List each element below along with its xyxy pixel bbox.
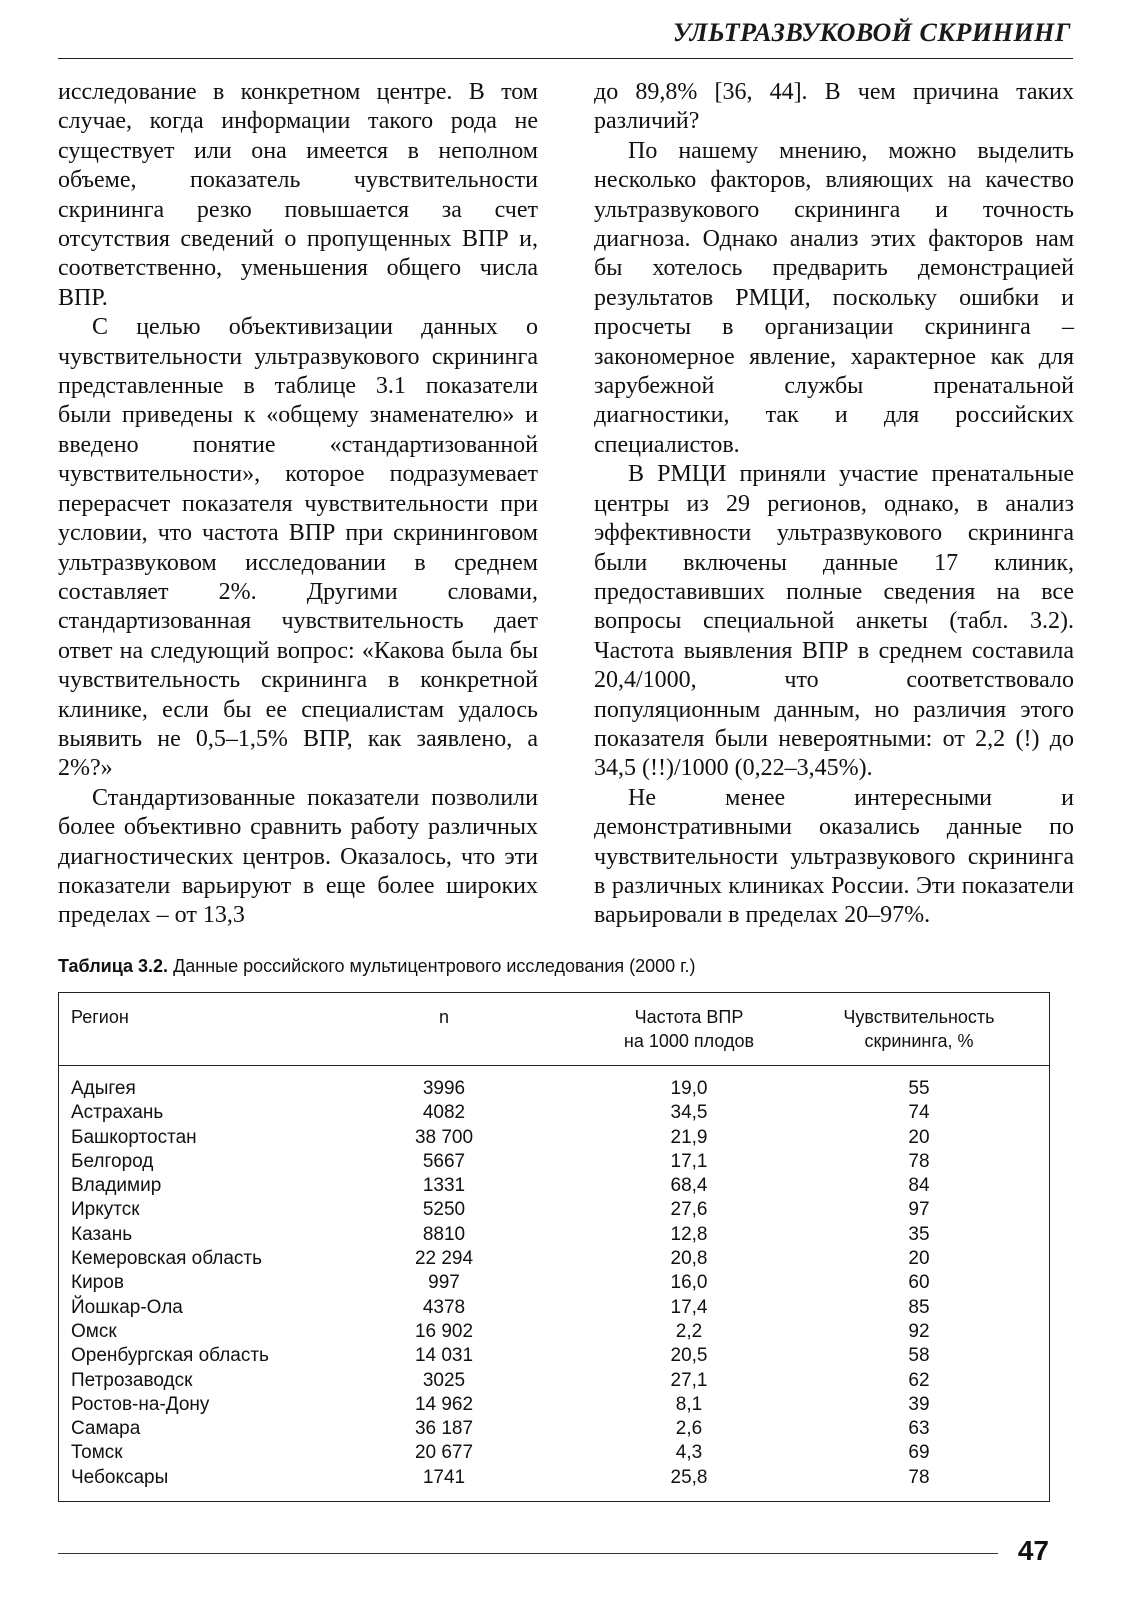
- table-row: [59, 1247, 1049, 1271]
- table-row: [59, 1441, 1049, 1465]
- table-row: [59, 1174, 1049, 1198]
- paragraph: С целью объективизации данных о чувствительности ультразвукового скрининга представленные в таблице 3.1 показатели были приведены к «общему знаменателю» и введено понятие «стандартизованной чувствительности», которое подразумевает перерасчет показателя чувствительности при условии, что частота ВПР при скрининговом ультразвуковом исследовании в среднем составляет 2%. Другими словами, стандартизованная чувствительность дает ответ на следующий вопрос: «Какова была бы чувствительность скрининга в конкретной клинике, если бы ее специалистам удалось выявить не 0,5–1,5% ВПР, как заявлено, а 2%?»: [58, 314, 538, 782]
- right-column: [594, 78, 1074, 946]
- cell-region: Киров: [71, 1272, 124, 1294]
- cell-n: 4378: [422, 1296, 466, 1318]
- cell-rate: 2,2: [675, 1320, 703, 1342]
- cell-rate: 27,1: [670, 1369, 708, 1391]
- cell-rate: 68,4: [670, 1175, 708, 1197]
- header-rule: [58, 58, 1073, 59]
- paragraph: до 89,8% [36, 44]. В чем причина таких различий?: [594, 79, 1074, 135]
- left-column: [58, 78, 538, 946]
- cell-sensitivity: 20: [908, 1126, 930, 1148]
- cell-region: Адыгея: [71, 1078, 136, 1099]
- table-body: [59, 1077, 1049, 1490]
- table-row: [59, 1077, 1049, 1101]
- cell-region: Владимир: [71, 1175, 162, 1197]
- cell-n: 8810: [422, 1223, 466, 1245]
- cell-n: 20 677: [414, 1442, 474, 1464]
- cell-sensitivity: 84: [908, 1175, 930, 1197]
- table-row: [59, 1296, 1049, 1320]
- cell-sensitivity: 35: [908, 1223, 930, 1245]
- table-row: [59, 1271, 1049, 1295]
- table-row: [59, 1393, 1049, 1417]
- cell-n: 5667: [422, 1150, 466, 1172]
- table-row: [59, 1466, 1049, 1490]
- table-row: [59, 1223, 1049, 1247]
- cell-region: Иркутск: [71, 1199, 140, 1221]
- cell-sensitivity: 74: [908, 1102, 930, 1124]
- cell-region: Башкортостан: [71, 1126, 197, 1148]
- cell-sensitivity: 55: [908, 1078, 930, 1099]
- cell-region: Томск: [71, 1442, 123, 1464]
- cell-rate: 20,5: [670, 1345, 708, 1367]
- cell-sensitivity: 58: [908, 1345, 930, 1367]
- cell-n: 14 031: [414, 1345, 474, 1367]
- cell-rate: 27,6: [670, 1199, 708, 1221]
- footer-rule: [58, 1553, 998, 1554]
- cell-rate: 2,6: [675, 1418, 703, 1440]
- header-rate-line2: на 1000 плодов: [623, 1031, 755, 1051]
- cell-rate: 17,4: [670, 1296, 708, 1318]
- table-row: [59, 1320, 1049, 1344]
- cell-rate: 25,8: [670, 1466, 708, 1488]
- cell-sensitivity: 60: [908, 1272, 930, 1294]
- header-sensitivity-line1: Чувствительность: [843, 1007, 995, 1027]
- header-rate-line1: Частота ВПР: [634, 1007, 744, 1027]
- cell-rate: 4,3: [675, 1442, 703, 1464]
- header-n: [389, 1005, 499, 1029]
- cell-sensitivity: 39: [908, 1393, 930, 1415]
- cell-sensitivity: 62: [908, 1369, 930, 1391]
- paragraph: Стандартизованные показатели позволили более объективно сравнить работу различных диагностических центров. Оказалось, что эти показатели варьируют в еще более широких пределах – от 13,3: [58, 784, 538, 929]
- data-table: [58, 992, 1050, 1502]
- header-region: [71, 1005, 129, 1029]
- cell-n: 3996: [422, 1078, 466, 1099]
- table-header: [59, 993, 1049, 1066]
- cell-n: 4082: [422, 1102, 466, 1124]
- cell-n: 16 902: [414, 1320, 474, 1342]
- cell-sensitivity: 92: [908, 1320, 930, 1342]
- cell-n: 3025: [422, 1369, 466, 1391]
- cell-region: Йошкар-Ола: [71, 1296, 183, 1318]
- cell-rate: 16,0: [670, 1272, 708, 1294]
- cell-n: 36 187: [414, 1418, 474, 1440]
- header-n-label: n: [438, 1007, 449, 1027]
- cell-n: 22 294: [414, 1248, 474, 1270]
- table-row: [59, 1126, 1049, 1150]
- cell-sensitivity: 78: [908, 1466, 930, 1488]
- table-caption-label: Таблица 3.2.: [58, 956, 169, 976]
- cell-n: 38 700: [414, 1126, 474, 1148]
- cell-region: Астрахань: [71, 1102, 164, 1124]
- cell-sensitivity: 97: [908, 1199, 930, 1221]
- cell-n: 997: [428, 1272, 460, 1294]
- header-region-label: Регион: [71, 1007, 129, 1027]
- table-row: [59, 1101, 1049, 1125]
- header-sensitivity-line2: скрининга, %: [864, 1031, 974, 1051]
- cell-n: 1331: [422, 1175, 466, 1197]
- cell-rate: 19,0: [670, 1078, 708, 1099]
- paragraph: исследование в конкретном центре. В том случае, когда информации такого рода не существует или она имеется в неполном объеме, показатель чувствительности скрининга резко повышается за счет отсутствия сведений о пропущенных ВПР и, соответственно, уменьшения общего числа ВПР.: [58, 79, 538, 311]
- cell-region: Омск: [71, 1320, 117, 1342]
- cell-sensitivity: 63: [908, 1418, 930, 1440]
- table-row: [59, 1344, 1049, 1368]
- table-row: [59, 1198, 1049, 1222]
- paragraph: По нашему мнению, можно выделить несколько факторов, влияющих на качество ультразвукового скрининга и точность диагноза. Однако анализ этих факторов нам бы хотелось предварить демонстрацией результатов РМЦИ, поскольку ошибки и просчеты в организации скрининга – закономерное явление, характерное как для зарубежной службы пренатальной диагностики, так и для российских специалистов.: [594, 137, 1074, 458]
- cell-sensitivity: 85: [908, 1296, 930, 1318]
- cell-rate: 8,1: [675, 1393, 703, 1415]
- running-head: УЛЬТРАЗВУКОВОЙ СКРИНИНГ: [672, 18, 1071, 47]
- table-row: [59, 1417, 1049, 1441]
- cell-region: Оренбургская область: [71, 1345, 269, 1367]
- table-caption: [58, 956, 1074, 977]
- cell-region: Чебоксары: [71, 1466, 169, 1488]
- cell-rate: 34,5: [670, 1102, 708, 1124]
- cell-sensitivity: 69: [908, 1442, 930, 1464]
- paragraph: В РМЦИ приняли участие пренатальные центры из 29 регионов, однако, в анализ эффективности ультразвукового скрининга были включены данные 17 клиник, предоставивших полные сведения на все вопросы специальной анкеты (табл. 3.2). Частота выявления ВПР в среднем составила 20,4/1000, что соответствовало популяционным данным, но различия этого показателя были невероятными: от 2,2 (!) до 34,5 (!!)/1000 (0,22–3,45%).: [594, 461, 1074, 782]
- table-row: [59, 1150, 1049, 1174]
- cell-rate: 17,1: [670, 1150, 708, 1172]
- header-sensitivity: [804, 1005, 1034, 1053]
- cell-sensitivity: 20: [908, 1248, 930, 1270]
- cell-n: 5250: [422, 1199, 466, 1221]
- cell-rate: 12,8: [670, 1223, 708, 1245]
- header-rate: [604, 1005, 774, 1053]
- cell-sensitivity: 78: [908, 1150, 930, 1172]
- table-caption-text: Данные российского мультицентрового исследования (2000 г.): [173, 956, 696, 976]
- table-row: [59, 1369, 1049, 1393]
- cell-n: 14 962: [414, 1393, 474, 1415]
- page-number: 47: [1017, 1535, 1049, 1566]
- cell-region: Ростов-на-Дону: [71, 1393, 210, 1415]
- cell-region: Белгород: [71, 1150, 154, 1172]
- cell-region: Самара: [71, 1418, 141, 1440]
- cell-region: Кемеровская область: [71, 1248, 262, 1270]
- body-text: [58, 78, 1074, 946]
- cell-n: 1741: [422, 1466, 466, 1488]
- cell-region: Казань: [71, 1223, 133, 1245]
- paragraph: Не менее интересными и демонстративными оказались данные по чувствительности ультразвукового скрининга в различных клиниках России. Эти показатели варьировали в пределах 20–97%.: [594, 784, 1074, 929]
- cell-rate: 21,9: [670, 1126, 708, 1148]
- cell-region: Петрозаводск: [71, 1369, 193, 1391]
- cell-rate: 20,8: [670, 1248, 708, 1270]
